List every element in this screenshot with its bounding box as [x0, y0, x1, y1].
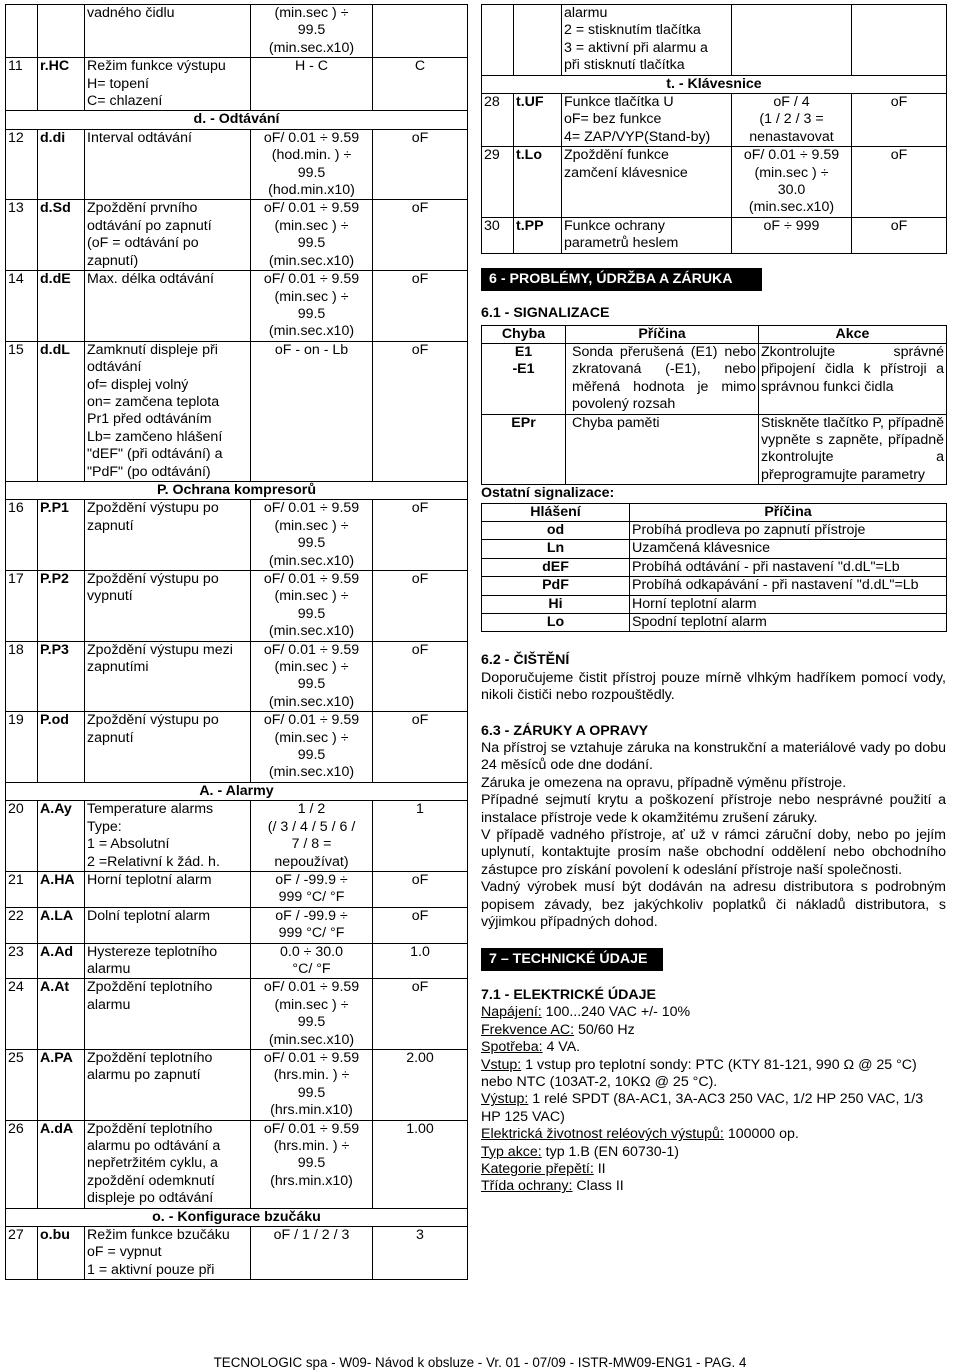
param-range: oF/ 0.01 ÷ 9.59 (min.sec ) ÷ 99.5 (min.sec.x10)	[251, 641, 373, 712]
messages-header	[482, 503, 947, 521]
param-description: Zamknutí displeje při odtávání of= displej volný on= zamčena teplota Pr1 před odtáváním Lb= zamčeno hlášení "dEF" (při odtávání) a "PdF" (po odtávání)	[85, 341, 251, 481]
column-header: Hlášení	[482, 503, 630, 521]
error-table-header	[482, 325, 947, 343]
param-row	[6, 200, 468, 271]
spec-item	[481, 1161, 946, 1178]
param-default: 1.00	[373, 1120, 468, 1208]
message-row	[482, 595, 947, 613]
param-default: 3	[373, 1227, 468, 1280]
param-range: oF/ 0.01 ÷ 9.59 (min.sec ) ÷ 99.5 (min.sec.x10)	[251, 271, 373, 342]
param-range: oF / -99.9 ÷ 999 °C/ °F	[251, 907, 373, 943]
param-code: A.At	[38, 979, 85, 1050]
param-code	[514, 5, 562, 76]
left-column	[5, 4, 467, 1280]
param-range: oF/ 0.01 ÷ 9.59 (min.sec ) ÷ 30.0 (min.sec.x10)	[732, 147, 852, 218]
param-row	[6, 943, 468, 979]
param-default: oF	[373, 500, 468, 571]
param-default: oF	[373, 571, 468, 642]
section-row	[6, 111, 468, 129]
param-range: oF ÷ 999	[732, 217, 852, 253]
spec-value: 1 vstup pro teplotní sondy: PTC (KTY 81-121, 990 Ω @ 25 °C) nebo NTC (103AT-2, 10KΩ @ 25 °C).	[481, 1056, 917, 1090]
param-code: A.Ay	[38, 801, 85, 872]
param-range: oF/ 0.01 ÷ 9.59 (hrs.min. ) ÷ 99.5 (hrs.min.x10)	[251, 1049, 373, 1120]
spec-item	[481, 1091, 946, 1126]
error-action: Stiskněte tlačítko P, případně vypněte s zapněte, případně zkontrolujte a přeprogramujte parametry	[759, 414, 947, 485]
message-code: Lo	[482, 614, 630, 632]
param-code: t.UF	[514, 94, 562, 147]
parameter-table-left	[5, 4, 468, 1280]
param-default: oF	[373, 712, 468, 783]
param-row	[6, 1120, 468, 1208]
param-description: Max. délka odtávání	[85, 271, 251, 342]
param-description: Funkce ochrany parametrů heslem	[562, 217, 732, 253]
spec-label: Třída ochrany:	[481, 1178, 573, 1195]
s61-title: 6.1 - SIGNALIZACE	[481, 305, 610, 322]
param-number: 18	[6, 641, 38, 712]
param-default	[852, 5, 947, 76]
spec-list	[481, 1004, 946, 1195]
param-description: Režim funkce bzučáku oF = vypnut 1 = aktivní pouze při	[85, 1227, 251, 1280]
param-row	[6, 641, 468, 712]
error-row	[482, 343, 947, 414]
spec-item	[481, 1144, 946, 1161]
section-row	[482, 75, 947, 93]
param-range: oF/ 0.01 ÷ 9.59 (hod.min. ) ÷ 99.5 (hod.min.x10)	[251, 129, 373, 200]
param-code: A.dA	[38, 1120, 85, 1208]
param-code: r.HC	[38, 58, 85, 111]
message-cause: Probíhá prodleva po zapnutí přístroje	[630, 521, 947, 539]
spec-label: Výstup:	[481, 1091, 529, 1108]
param-number: 30	[482, 217, 514, 253]
param-default: C	[373, 58, 468, 111]
param-number: 15	[6, 341, 38, 481]
param-number: 23	[6, 943, 38, 979]
section-row	[6, 1208, 468, 1226]
param-row	[482, 94, 947, 147]
param-default	[373, 5, 468, 58]
warranty-paragraph: V případě vadného přístroje, ať už v rámci záruční doby, nebo po jejím uplynutí, kontaktujte prosím naše obchodní oddělení nebo obchodního zástupce pro získání povolení k odeslání přístroje naší společnosti.	[481, 827, 946, 878]
message-code: Hi	[482, 595, 630, 613]
error-code: EPr	[482, 414, 566, 485]
error-cause: Sonda přerušená (E1) nebo zkratovaná (-E1), nebo měřená hodnota je mimo povolený rozsah	[566, 343, 759, 414]
warranty-paragraph: Záruka je omezena na opravu, případně výměnu přístroje.	[481, 774, 847, 791]
spec-label: Elektrická životnost reléových výstupů:	[481, 1126, 724, 1143]
param-default: oF	[852, 147, 947, 218]
param-default: 2.00	[373, 1049, 468, 1120]
s62-title: 6.2 - ČIŠTĚNÍ	[481, 652, 570, 669]
warranty-paragraph: Vadný výrobek musí být dodáván na adresu distributora s podrobným popisem závady, bez jakýchkoliv poplatků či nákladů distributora, s výjimkou případných dohod.	[481, 879, 946, 931]
param-row	[6, 801, 468, 872]
param-range: H - C	[251, 58, 373, 111]
param-default: oF	[373, 271, 468, 342]
param-number	[482, 5, 514, 76]
param-description: alarmu 2 = stisknutím tlačítka 3 = aktivní při alarmu a při stisknutí tlačítka	[562, 5, 732, 76]
param-code: A.HA	[38, 871, 85, 907]
param-code	[38, 5, 85, 58]
param-range: oF/ 0.01 ÷ 9.59 (min.sec ) ÷ 99.5 (min.sec.x10)	[251, 712, 373, 783]
param-row	[6, 1049, 468, 1120]
param-row	[482, 147, 947, 218]
param-range: oF/ 0.01 ÷ 9.59 (hrs.min. ) ÷ 99.5 (hrs.min.x10)	[251, 1120, 373, 1208]
spec-label: Napájení:	[481, 1004, 542, 1021]
param-description: Zpoždění výstupu po vypnutí	[85, 571, 251, 642]
param-row	[6, 712, 468, 783]
param-range: oF / -99.9 ÷ 999 °C/ °F	[251, 871, 373, 907]
message-code: Ln	[482, 540, 630, 558]
param-range: oF/ 0.01 ÷ 9.59 (min.sec ) ÷ 99.5 (min.sec.x10)	[251, 500, 373, 571]
param-code: d.dE	[38, 271, 85, 342]
param-number: 16	[6, 500, 38, 571]
param-description: Režim funkce výstupu H= topení C= chlazení	[85, 58, 251, 111]
param-row	[6, 571, 468, 642]
param-code: P.P1	[38, 500, 85, 571]
spec-label: Frekvence AC:	[481, 1021, 575, 1038]
param-description: Zpoždění teplotního alarmu	[85, 979, 251, 1050]
param-row	[6, 979, 468, 1050]
param-row	[6, 1227, 468, 1280]
param-row	[6, 58, 468, 111]
param-row	[6, 129, 468, 200]
param-description: Zpoždění prvního odtávání po zapnutí (oF = odtávání po zapnutí)	[85, 200, 251, 271]
spec-item	[481, 1022, 946, 1039]
param-row	[6, 271, 468, 342]
section-title: t. - Klávesnice	[482, 75, 947, 93]
param-range: 1 / 2 (/ 3 / 4 / 5 / 6 / 7 / 8 = nepoužívat)	[251, 801, 373, 872]
param-number	[6, 5, 38, 58]
param-description: Zpoždění výstupu mezi zapnutími	[85, 641, 251, 712]
param-range: oF / 4 (1 / 2 / 3 = nenastavovat	[732, 94, 852, 147]
spec-value: 100000 op.	[723, 1126, 799, 1143]
param-row	[6, 871, 468, 907]
spec-value: 50/60 Hz	[574, 1021, 635, 1038]
spec-value: 1 relé SPDT (8A-AC1, 3A-AC3 250 VAC, 1/2 HP 250 VAC, 1/3 HP 125 VAC)	[481, 1091, 924, 1125]
s63-title: 6.3 - ZÁRUKY A OPRAVY	[481, 722, 649, 739]
param-row	[482, 217, 947, 253]
param-default: oF	[373, 341, 468, 481]
param-code: A.Ad	[38, 943, 85, 979]
message-cause: Probíhá odtávání - při nastavení "d.dL"=Lb	[630, 558, 947, 576]
spec-value: Class II	[572, 1178, 624, 1195]
right-column	[481, 4, 946, 1196]
param-default: oF	[373, 129, 468, 200]
spec-label: Kategorie přepětí:	[481, 1160, 594, 1177]
message-cause: Horní teplotní alarm	[630, 595, 947, 613]
column-header: Chyba	[482, 325, 566, 343]
param-description: Zpoždění výstupu po zapnutí	[85, 500, 251, 571]
section-title: o. - Konfigurace bzučáku	[6, 1208, 468, 1226]
error-table	[481, 325, 947, 486]
message-row	[482, 577, 947, 595]
message-row	[482, 540, 947, 558]
message-code: PdF	[482, 577, 630, 595]
section-title: d. - Odtávání	[6, 111, 468, 129]
param-row	[6, 907, 468, 943]
section-title: P. Ochrana kompresorů	[6, 481, 468, 499]
param-code: t.Lo	[514, 147, 562, 218]
param-range	[732, 5, 852, 76]
param-number: 19	[6, 712, 38, 783]
param-description: Interval odtávání	[85, 129, 251, 200]
param-number: 27	[6, 1227, 38, 1280]
param-range: oF/ 0.01 ÷ 9.59 (min.sec ) ÷ 99.5 (min.sec.x10)	[251, 200, 373, 271]
param-range: 0.0 ÷ 30.0 °C/ °F	[251, 943, 373, 979]
param-default: oF	[373, 907, 468, 943]
spec-label: Typ akce:	[481, 1143, 542, 1160]
section-row	[6, 782, 468, 800]
message-code: dEF	[482, 558, 630, 576]
message-cause: Probíhá odkapávání - při nastavení "d.dL"=Lb	[630, 577, 947, 595]
param-number: 26	[6, 1120, 38, 1208]
column-header: Příčina	[566, 325, 759, 343]
param-number: 11	[6, 58, 38, 111]
param-range: oF/ 0.01 ÷ 9.59 (min.sec ) ÷ 99.5 (min.sec.x10)	[251, 571, 373, 642]
spec-value: II	[593, 1160, 606, 1177]
param-code: P.od	[38, 712, 85, 783]
warranty-paragraph: Na přístroj se vztahuje záruka na konstrukční a materiálové vady po dobu 24 měsíců ode dne dodání.	[481, 740, 946, 774]
column-header: Akce	[759, 325, 947, 343]
param-code: o.bu	[38, 1227, 85, 1280]
param-default: oF	[852, 94, 947, 147]
param-number: 25	[6, 1049, 38, 1120]
section-row	[6, 481, 468, 499]
param-number: 12	[6, 129, 38, 200]
param-description: Temperature alarms Type: 1 = Absolutní 2 =Relativní k žád. h.	[85, 801, 251, 872]
param-number: 21	[6, 871, 38, 907]
spec-label: Spotřeba:	[481, 1039, 543, 1056]
s62-text: Doporučujeme čistit přístroj pouze mírně vlhkým hadříkem pomocí vody, nikoli čističi nebo rozpouštědly.	[481, 669, 946, 704]
param-range: oF - on - Lb	[251, 341, 373, 481]
param-number: 17	[6, 571, 38, 642]
param-default: oF	[373, 641, 468, 712]
s63-text	[481, 740, 946, 931]
warranty-paragraph: Případné sejmutí krytu a poškození přístroje nebo nesprávné použití a instalace přístroje vede k okamžitému zrušení záruky.	[481, 792, 946, 826]
error-cause: Chyba paměti	[566, 414, 759, 485]
param-description: Hystereze teplotního alarmu	[85, 943, 251, 979]
param-description: Funkce tlačítka U oF= bez funkce 4= ZAP/VYP(Stand-by)	[562, 94, 732, 147]
section-title: A. - Alarmy	[6, 782, 468, 800]
param-number: 22	[6, 907, 38, 943]
page-footer: TECNOLOGIC spa - W09- Návod k obsluze - Vr. 01 - 07/09 - ISTR-MW09-ENG1 - PAG. 4	[213, 1355, 747, 1370]
message-code: od	[482, 521, 630, 539]
param-code: A.PA	[38, 1049, 85, 1120]
param-row	[6, 5, 468, 58]
param-description: Dolní teplotní alarm	[85, 907, 251, 943]
param-code: A.LA	[38, 907, 85, 943]
column-header: Příčina	[630, 503, 947, 521]
param-number: 29	[482, 147, 514, 218]
spec-item	[481, 1178, 946, 1195]
s71-title: 7.1 - ELEKTRICKÉ ÚDAJE	[481, 986, 657, 1003]
param-description: Zpoždění funkce zamčení klávesnice	[562, 147, 732, 218]
param-default: oF	[373, 871, 468, 907]
param-description: Horní teplotní alarm	[85, 871, 251, 907]
param-default: 1.0	[373, 943, 468, 979]
message-cause: Spodní teplotní alarm	[630, 614, 947, 632]
other-signals-title: Ostatní signalizace:	[481, 485, 615, 502]
message-row	[482, 558, 947, 576]
message-row	[482, 614, 947, 632]
spec-item	[481, 1039, 946, 1056]
messages-table	[481, 503, 947, 633]
message-cause: Uzamčená klávesnice	[630, 540, 947, 558]
spec-value: typ 1.B (EN 60730-1)	[541, 1143, 679, 1160]
param-number: 13	[6, 200, 38, 271]
param-code: t.PP	[514, 217, 562, 253]
spec-label: Vstup:	[481, 1056, 522, 1073]
param-code: P.P2	[38, 571, 85, 642]
param-code: d.di	[38, 129, 85, 200]
spec-item	[481, 1057, 946, 1092]
param-default: 1	[373, 801, 468, 872]
error-action: Zkontrolujte správné připojení čidla k přístroji a správnou funkci čidla	[759, 343, 947, 414]
param-description: Zpoždění výstupu po zapnutí	[85, 712, 251, 783]
param-default: oF	[373, 200, 468, 271]
error-code: E1 -E1	[482, 343, 566, 414]
param-code: d.dL	[38, 341, 85, 481]
error-row	[482, 414, 947, 485]
param-range: oF / 1 / 2 / 3	[251, 1227, 373, 1280]
message-row	[482, 521, 947, 539]
param-row	[482, 5, 947, 76]
param-number: 14	[6, 271, 38, 342]
param-description: Zpoždění teplotního alarmu po zapnutí	[85, 1049, 251, 1120]
section-6-title: 6 - PROBLÉMY, ÚDRŽBA A ZÁRUKA	[481, 268, 762, 291]
param-range: oF/ 0.01 ÷ 9.59 (min.sec ) ÷ 99.5 (min.sec.x10)	[251, 979, 373, 1050]
param-range: (min.sec ) ÷ 99.5 (min.sec.x10)	[251, 5, 373, 58]
spec-item	[481, 1126, 946, 1143]
param-row	[6, 500, 468, 571]
param-number: 28	[482, 94, 514, 147]
param-number: 20	[6, 801, 38, 872]
param-description: vadného čidlu	[85, 5, 251, 58]
parameter-table-right	[481, 4, 947, 254]
spec-value: 100...240 VAC +/- 10%	[541, 1004, 691, 1021]
param-code: d.Sd	[38, 200, 85, 271]
spec-value: 4 VA.	[542, 1039, 581, 1056]
param-description: Zpoždění teplotního alarmu po odtávání a nepřetržitém cyklu, a zpoždění odemknutí displeje po odtávání	[85, 1120, 251, 1208]
param-default: oF	[852, 217, 947, 253]
param-number: 24	[6, 979, 38, 1050]
section-7-title: 7 – TECHNICKÉ ÚDAJE	[481, 948, 663, 971]
param-code: P.P3	[38, 641, 85, 712]
param-default: oF	[373, 979, 468, 1050]
spec-item	[481, 1004, 946, 1021]
param-row	[6, 341, 468, 481]
